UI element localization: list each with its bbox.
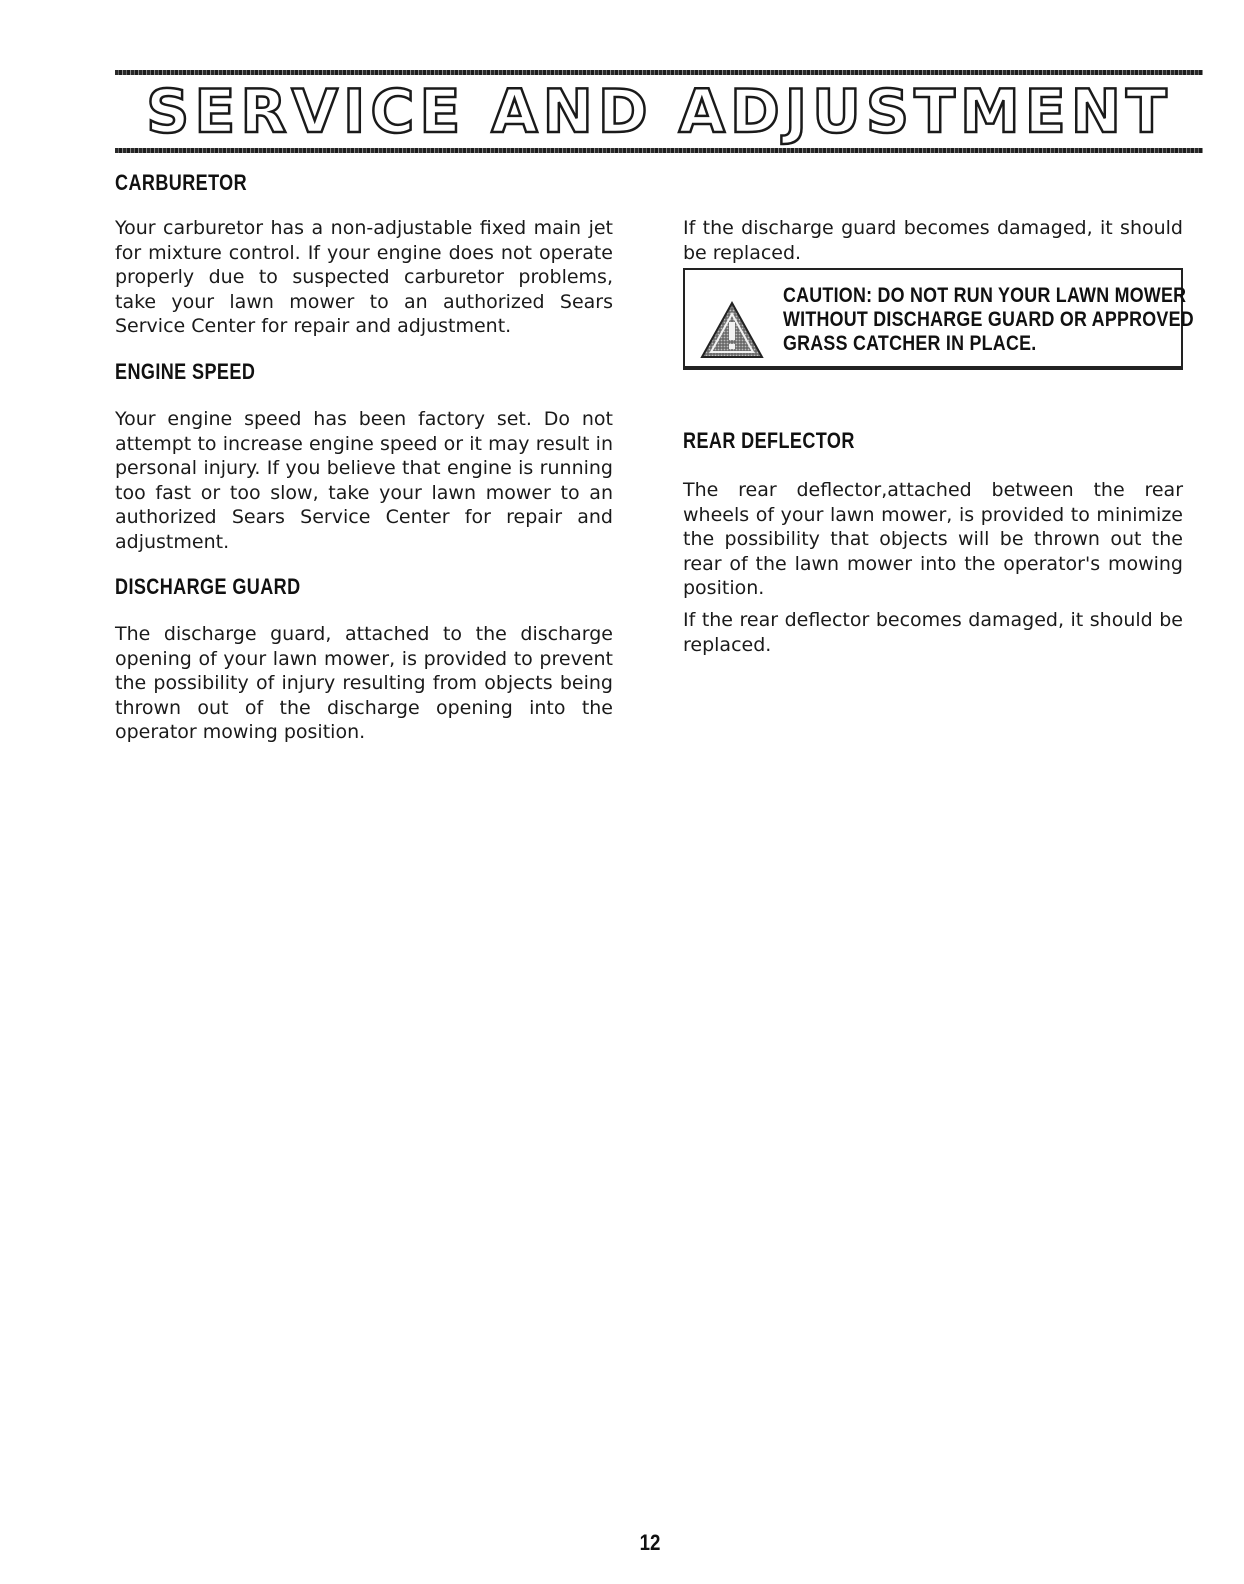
title-bottom-rule <box>115 148 1203 153</box>
engine-speed-heading: ENGINE SPEED <box>115 359 256 384</box>
warning-triangle-icon <box>699 300 765 360</box>
discharge-guard-replace-paragraph: If the discharge guard becomes damaged, it should be replaced. <box>683 217 1183 264</box>
rear-deflector-replace-paragraph: If the rear deflector becomes damaged, it should be replaced. <box>683 609 1183 656</box>
engine-speed-paragraph: Your engine speed has been factory set. Do not attempt to increase engine speed or it may result in personal injury. If you believe that engine is running too fast or too slow, take your lawn mower to an authorized Sears Service Center for repair and adjustment. <box>115 408 613 553</box>
caution-text <box>783 284 1194 356</box>
page-title: SERVICE AND ADJUSTMENT <box>146 77 1172 147</box>
caution-box <box>683 268 1194 370</box>
carburetor-heading: CARBURETOR <box>115 170 248 195</box>
caution-line-2: WITHOUT DISCHARGE GUARD OR APPROVED <box>783 308 1194 331</box>
caution-line-3: GRASS CATCHER IN PLACE. <box>783 332 1037 355</box>
rear-deflector-paragraph: The rear deflector,attached between the rear wheels of your lawn mower, is provided to minimize the possibility that objects will be thrown out the rear of the lawn mower into the operator's mowing position. <box>683 479 1183 599</box>
caution-line-1: CAUTION: DO NOT RUN YOUR LAWN MOWER <box>783 284 1187 307</box>
carburetor-paragraph: Your carburetor has a non-adjustable fixed main jet for mixture control. If your engine does not operate properly due to suspected carburetor problems, take your lawn mower to an authorized Sears Service Center for repair and adjustment. <box>115 217 613 337</box>
rear-deflector-heading: REAR DEFLECTOR <box>683 428 855 453</box>
discharge-guard-heading: DISCHARGE GUARD <box>115 574 301 599</box>
discharge-guard-paragraph: The discharge guard, attached to the discharge opening of your lawn mower, is provided to prevent the possibility of injury resulting from objects being thrown out of the discharge opening into the operator mowing position. <box>115 623 613 743</box>
page-number: 12 <box>639 1530 661 1555</box>
